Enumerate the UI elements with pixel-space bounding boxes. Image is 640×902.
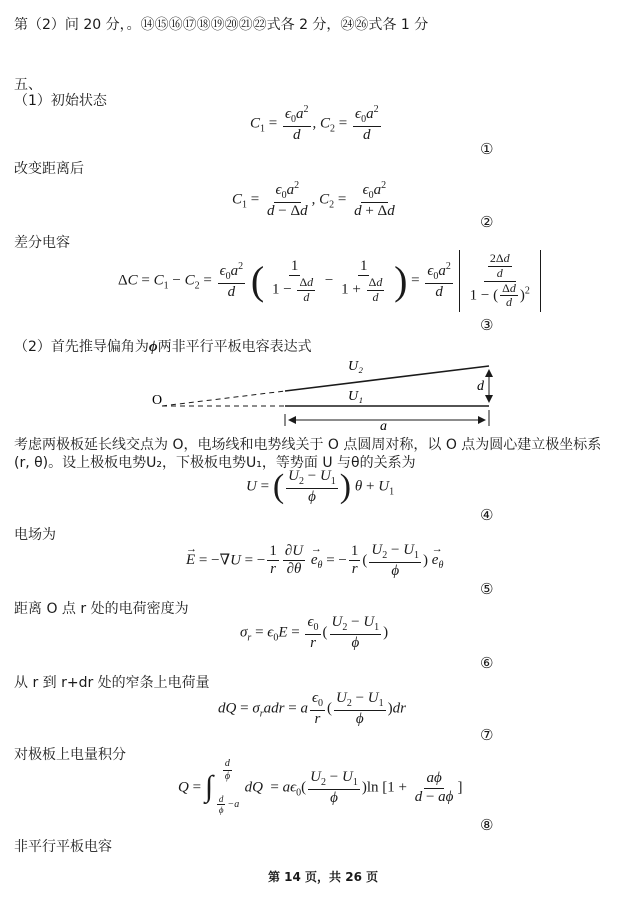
page-footer: 第 14 页，共 26 页 bbox=[268, 870, 379, 884]
equation-2: $C_1$ = $\frac{\epsilon_0a^2}{d - \Delta d}$ , $C_2$ = $\frac{\epsilon_0a^2}{d + \Delta d}$ bbox=[232, 180, 395, 219]
d-label: d bbox=[477, 379, 484, 394]
scoring-note: 第（2）问 20 分，。⑭⑮⑯⑰⑱⑲⑳㉑㉒式各 2 分，㉔㉖式各 1 分 bbox=[14, 17, 429, 33]
equation-5: → E = −∇U = − $\frac{1}{r}$ $\frac{\partial U}{\partial\theta}$ → $e_\theta$ = − $\frac{1}{r}$ ( $\frac{U_2 - U_1}{\phi}$ ) → $e_\theta$ bbox=[186, 542, 443, 580]
paragraph-polar-2: (r, θ)。设上极板电势U₂，下极板电势U₁，等势面 U 与θ的关系为 bbox=[14, 455, 416, 471]
origin-label: O bbox=[152, 393, 163, 408]
part2-title-prefix: （2）首先推导偏角为 bbox=[14, 339, 149, 355]
equation-8: Q = ∫ $\frac{d}{\phi}$ $\frac{d}{\phi}$ −a dQ = $a\epsilon_0$( $\frac{U_2 - U_1}{\phi}$ )ln [1 + $\frac{a\phi}{d - a\phi}$ ] bbox=[178, 758, 463, 816]
label-change: 改变距离后 bbox=[14, 161, 84, 177]
section-heading: 五、 bbox=[14, 77, 42, 93]
paragraph-polar-1: 考虑两极板延长线交点为 O，电场线和电势线关于 O 点圆周对称，以 O 点为圆心建立极坐标系 bbox=[14, 437, 602, 453]
a-label: a bbox=[380, 419, 387, 432]
upper-plate bbox=[285, 366, 489, 391]
upper-plate-extension bbox=[162, 391, 285, 406]
equation-tag-7: ⑦ bbox=[480, 726, 494, 744]
label-strip: 从 r 到 r+dr 处的窄条上电荷量 bbox=[14, 675, 210, 691]
label-density: 距离 O 点 r 处的电荷密度为 bbox=[14, 601, 189, 617]
part1-title: （1）初始状态 bbox=[14, 93, 107, 109]
equation-7: dQ = $\sigma_radr = a$ $\frac{\epsilon_0}{r}$ ( $\frac{U_2 - U_1}{\phi}$ )dr bbox=[218, 690, 406, 727]
capacitor-diagram bbox=[140, 352, 510, 432]
equation-1: $C_1$ = $\frac{\epsilon_0a^2}{d}$ , $C_2$ = $\frac{\epsilon_0a^2}{d}$ bbox=[250, 104, 379, 143]
part2-title-suffix: 两非平行平板电容表达式 bbox=[157, 339, 312, 355]
equation-tag-8: ⑧ bbox=[480, 816, 494, 834]
label-integrate: 对极板上电量积分 bbox=[14, 747, 126, 763]
equation-4: U = ( $\frac{U_2 - U_1}{\phi}$ ) $\theta + U_1$ bbox=[246, 467, 395, 505]
equation-3: $\Delta C = C_1 - C_2$ = $\frac{\epsilon_0a^2}{d}$ ( 1 1 − $\frac{\Delta d}{d}$ − 1 1 + $\frac{\Delta d}{d}$ ) = $\frac{\epsilon_0a^2}{d}$ $\frac{2\Delta d}{d}$ 1 − ( $\frac{\Delta d}{d}$ )$^2$ bbox=[118, 250, 541, 312]
phi-symbol: ϕ bbox=[148, 339, 158, 355]
equation-tag-1: ① bbox=[480, 140, 494, 158]
u1-label: U₁ bbox=[348, 389, 363, 404]
equation-tag-2: ② bbox=[480, 213, 494, 231]
label-field: 电场为 bbox=[14, 527, 56, 543]
equation-tag-4: ④ bbox=[480, 506, 494, 524]
equation-tag-3: ③ bbox=[480, 316, 494, 334]
equation-tag-5: ⑤ bbox=[480, 580, 494, 598]
equation-tag-6: ⑥ bbox=[480, 654, 494, 672]
label-diff: 差分电容 bbox=[14, 235, 70, 251]
equation-6: $\sigma_r = \epsilon_0E$ = $\frac{\epsilon_0}{r}$ ( $\frac{U_2 - U_1}{\phi}$ ) bbox=[240, 614, 389, 651]
u2-label: U₂ bbox=[348, 359, 363, 374]
label-nonparallel: 非平行平板电容 bbox=[14, 839, 112, 855]
